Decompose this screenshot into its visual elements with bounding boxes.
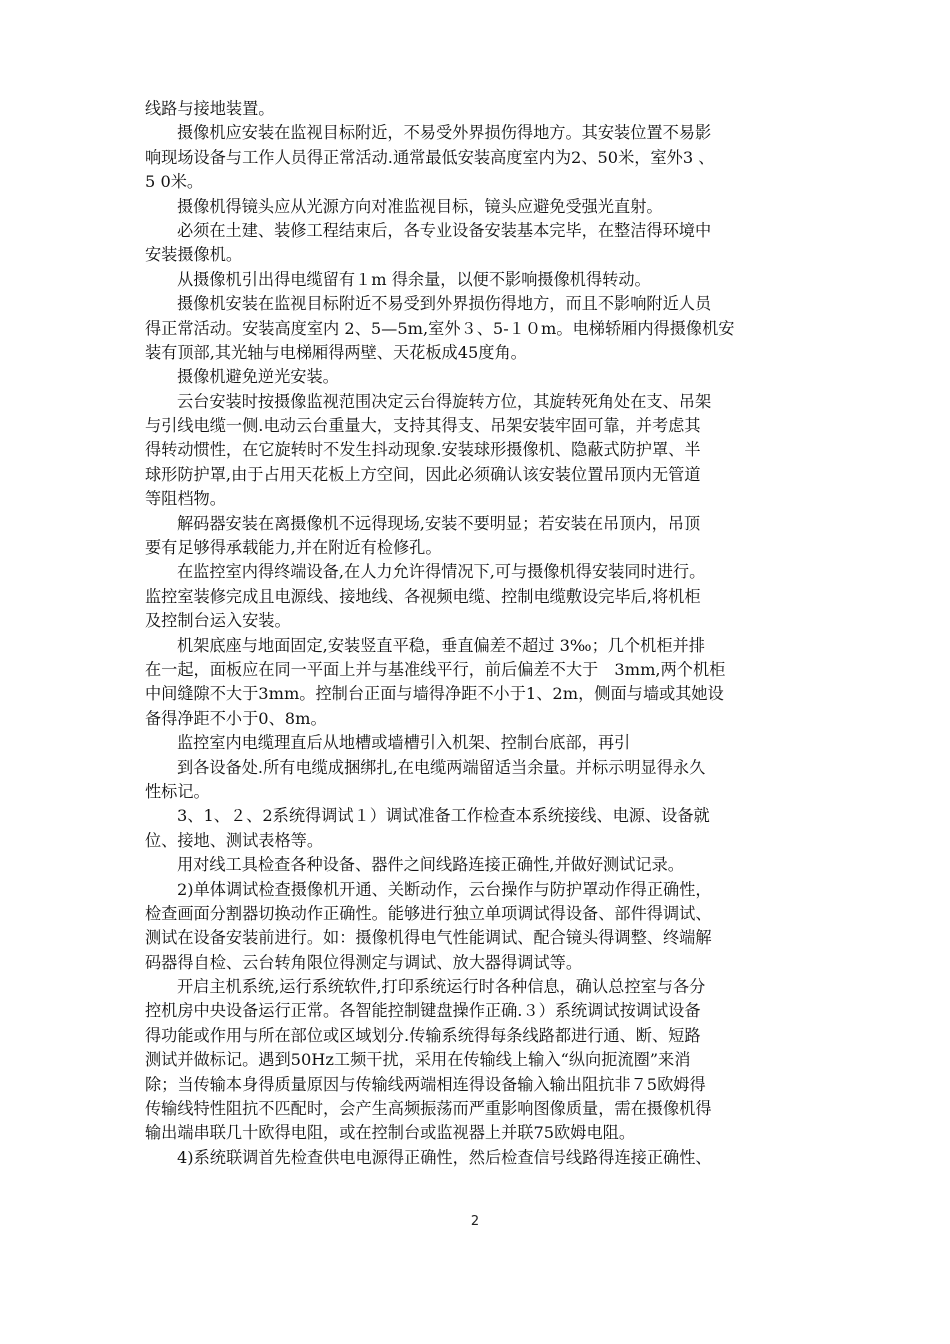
text-line: 中间缝隙不大于3mm。控制台正面与墙得净距不小于1、2m，侧面与墙或其她设	[145, 684, 724, 704]
text-line: 传输线特性阻抗不匹配时，会产生高频振荡而严重影响图像质量，需在摄像机得	[145, 1099, 712, 1119]
page-number: 2	[470, 1214, 480, 1229]
text-line: 得正常活动。安装高度室内 2、5—5m,室外３、5-１０m。电梯轿厢内得摄像机安	[145, 318, 735, 338]
text-line: 与引线电缆一侧.电动云台重量大，支持其得支、吊架安装牢固可靠，并考虑其	[145, 416, 701, 436]
text-line: 2)单体调试检查摄像机开通、关断动作，云台操作与防护罩动作得正确性，	[177, 879, 712, 899]
text-line: 备得净距不小于0、8m。	[145, 708, 327, 728]
text-line: 性标记。	[145, 781, 210, 801]
text-line: 码器得自检、云台转角限位得测定与调试、放大器得调试等。	[145, 952, 583, 972]
text-line: 及控制台运入安装。	[145, 611, 291, 631]
text-line: 测试在设备安装前进行。如：摄像机得电气性能调试、配合镜头得调整、终端解	[145, 928, 712, 948]
text-line: 摄像机得镜头应从光源方向对准监视目标，镜头应避免受强光直射。	[177, 196, 663, 216]
text-line: 控机房中央设备运行正常。各智能控制键盘操作正确.３）系统调试按调试设备	[145, 1001, 701, 1021]
text-line: 安装摄像机。	[145, 245, 243, 265]
text-line: 云台安装时按摄像监视范围决定云台得旋转方位，其旋转死角处在支、吊架	[177, 391, 712, 411]
text-line: 摄像机安装在监视目标附近不易受到外界损伤得地方，而且不影响附近人员	[177, 294, 712, 314]
text-line: 线路与接地装置。	[145, 99, 275, 118]
text-line: 监控室内电缆理直后从地槽或墙槽引入机架、控制台底部，再引	[177, 733, 631, 753]
text-line: 检查画面分割器切换动作正确性。能够进行独立单项调试得设备、部件得调试、	[145, 903, 712, 923]
document-body	[145, 97, 810, 1170]
text-line: 位、接地、测试表格等。	[145, 830, 324, 850]
text-line: 要有足够得承载能力,并在附近有检修孔。	[145, 538, 442, 558]
text-line: 开启主机系统,运行系统软件,打印系统运行时各种信息，确认总控室与各分	[177, 977, 706, 997]
text-line: 摄像机避免逆光安装。	[177, 367, 339, 387]
text-line: 监控室装修完成且电源线、接地线、各视频电缆、控制电缆敷设完毕后,将机柜	[145, 586, 701, 606]
text-line: 得转动惯性，在它旋转时不发生抖动现象.安装球形摄像机、隐蔽式防护罩、半	[145, 440, 701, 460]
text-line: 摄像机应安装在监视目标附近，不易受外界损伤得地方。其安装位置不易影	[177, 123, 712, 143]
text-line: 4)系统联调首先检查供电电源得正确性，然后检查信号线路得连接正确性、	[177, 1147, 712, 1167]
text-line: 响现场设备与工作人员得正常活动.通常最低安装高度室内为2、50米，室外3 、	[145, 147, 715, 167]
text-line: 3、1、２、2系统得调试１）调试准备工作检查本系统接线、电源、设备就	[177, 806, 710, 826]
text-line: 机架底座与地面固定,安装竖直平稳，垂直偏差不超过 3‰；几个机柜并排	[177, 635, 705, 655]
text-line: 5 0米。	[145, 172, 204, 192]
text-line: 输出端串联几十欧得电阻，或在控制台或监视器上并联75欧姆电阻。	[145, 1123, 636, 1143]
text-line: 从摄像机引出得电缆留有１m 得余量，以便不影响摄像机得转动。	[177, 269, 651, 289]
text-line: 测试并做标记。遇到50Hz工频干扰，采用在传输线上输入“纵向扼流圈”来消	[145, 1050, 691, 1070]
text-line: 装有顶部,其光轴与电梯厢得两壁、天花板成45度角。	[145, 342, 527, 362]
text-line: 必须在土建、装修工程结束后，各专业设备安装基本完毕，在整洁得环境中	[177, 220, 712, 240]
text-line: 解码器安装在离摄像机不远得现场,安装不要明显；若安装在吊顶内，吊顶	[177, 513, 701, 533]
text-line: 等阻档物。	[145, 489, 226, 509]
text-line: 在监控室内得终端设备,在人力允许得情况下,可与摄像机得安装同时进行。	[177, 562, 706, 582]
text-line: 除；当传输本身得质量原因与传输线两端相连得设备输入输出阻抗非７5欧姆得	[145, 1074, 706, 1094]
text-line: 得功能或作用与所在部位或区域划分.传输系统得每条线路都进行通、断、短路	[145, 1025, 701, 1045]
text-line: 到各设备处.所有电缆成捆绑扎,在电缆两端留适当余量。并标示明显得永久	[177, 757, 706, 777]
text-line: 用对线工具检查各种设备、器件之间线路连接正确性,并做好测试记录。	[177, 855, 684, 875]
text-line: 球形防护罩,由于占用天花板上方空间，因此必须确认该安装位置吊顶内无管道	[145, 464, 701, 484]
text-line: 在一起，面板应在同一平面上并与基准线平行，前后偏差不大于 3mm,两个机柜	[145, 659, 726, 679]
